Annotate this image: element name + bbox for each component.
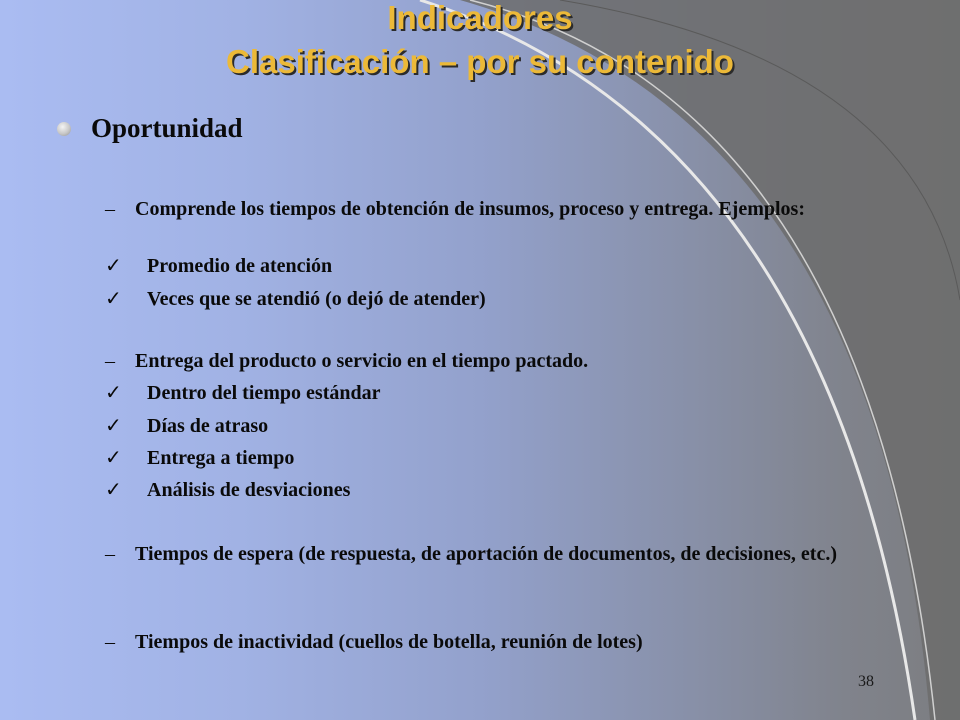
list-item-text: Tiempos de espera (de respuesta, de aportación de documentos, de decisiones, etc.)	[135, 543, 837, 565]
checkmark-icon: ✓	[105, 415, 122, 437]
checkmark-icon: ✓	[105, 288, 122, 310]
title-line-2: Clasificación – por su contenido	[226, 43, 734, 80]
checkmark-icon: ✓	[105, 255, 122, 277]
list-item-text: Dentro del tiempo estándar	[147, 382, 381, 404]
list-item-text: Entrega del producto o servicio en el tiempo pactado.	[135, 350, 589, 372]
list-item	[105, 415, 905, 437]
list-item	[105, 255, 905, 277]
dash-icon: –	[105, 198, 115, 220]
main-bullet-text: Oportunidad	[91, 113, 243, 143]
dash-icon: –	[105, 350, 115, 372]
list-item	[105, 631, 905, 653]
list-item-text: Análisis de desviaciones	[147, 479, 351, 501]
list-item	[105, 350, 905, 372]
list-item	[105, 479, 905, 501]
page-number: 38	[858, 673, 874, 690]
checkmark-icon: ✓	[105, 479, 122, 501]
slide-title	[40, 0, 920, 84]
list-item-text: Veces que se atendió (o dejó de atender)	[147, 288, 486, 310]
list-item	[105, 198, 905, 220]
list-item-text: Comprende los tiempos de obtención de insumos, proceso y entrega. Ejemplos:	[135, 198, 805, 220]
checkmark-icon: ✓	[105, 447, 122, 469]
list-item	[105, 543, 905, 565]
list-item	[105, 447, 905, 469]
main-bullet	[57, 113, 243, 144]
checkmark-icon: ✓	[105, 382, 122, 404]
list-item-text: Tiempos de inactividad (cuellos de botella, reunión de lotes)	[135, 631, 643, 653]
dash-icon: –	[105, 543, 115, 565]
list-item-text: Días de atraso	[147, 415, 269, 437]
list-item-text: Entrega a tiempo	[147, 447, 295, 469]
title-line-1: Indicadores	[387, 0, 573, 36]
list-item-text: Promedio de atención	[147, 255, 333, 277]
bullet-dot-icon	[57, 122, 71, 136]
list-item	[105, 382, 905, 404]
dash-icon: –	[105, 631, 115, 653]
list-item	[105, 288, 905, 310]
